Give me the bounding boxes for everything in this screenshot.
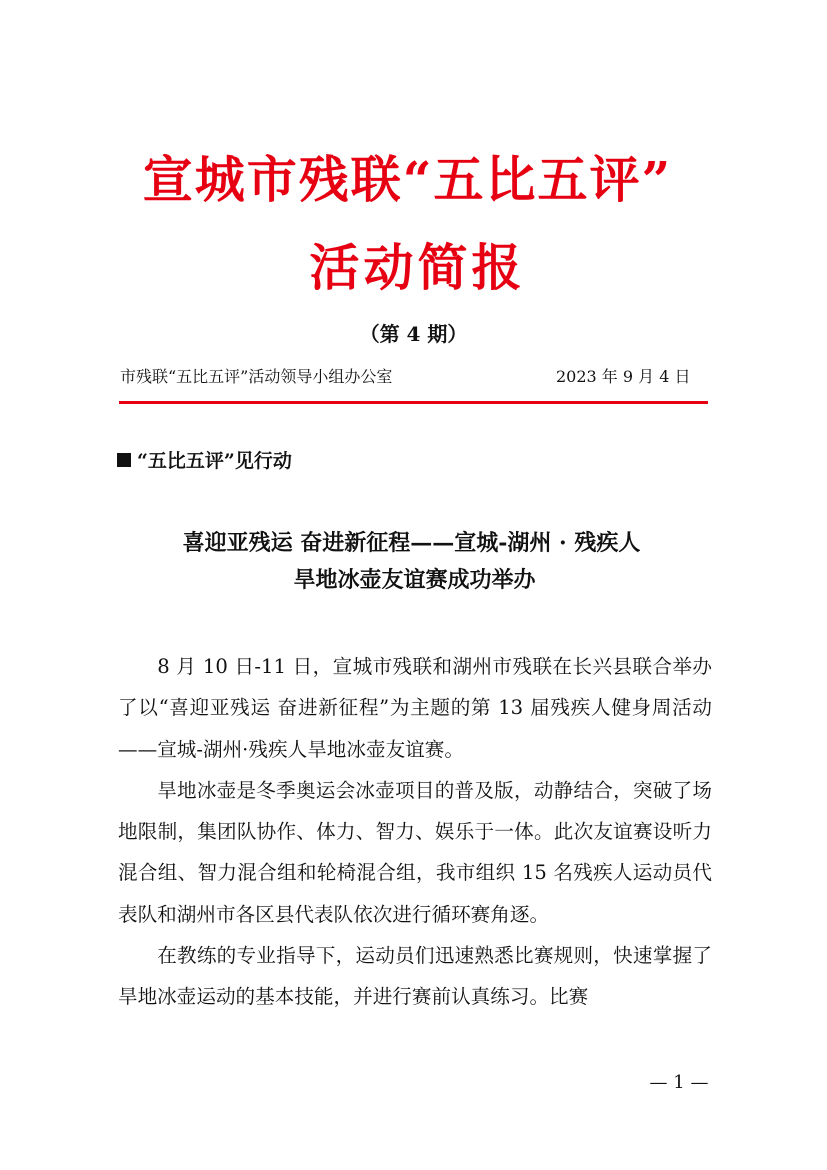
article-title-line-2: 旱地冰壶友谊赛成功举办 (293, 567, 536, 593)
red-header-rule (119, 401, 708, 404)
issuing-office: 市残联“五比五评”活动领导小组办公室 (120, 367, 393, 386)
section-heading-text: “五比五评”见行动 (137, 450, 292, 472)
page-number: — 1 — (649, 1072, 709, 1093)
paragraph: 旱地冰壶是冬季奥运会冰壶项目的普及版，动静结合，突破了场地限制，集团队协作、体力、智力、娱乐于一体。此次友谊赛设听力混合组、智力混合组和轮椅混合组，我市组织 15 名残疾人运动员代表队和湖州市各区县代表队依次进行循环赛角逐。 (118, 778, 712, 926)
paragraph: 8 月 10 日-11 日，宣城市残联和湖州市残联在长兴县联合举办了以“喜迎亚残运 奋进新征程”为主题的第 13 届残疾人健身周活动——宣城-湖州·残疾人旱地冰壶友谊赛。 (118, 655, 712, 761)
section-heading (117, 448, 292, 474)
article-body (118, 646, 712, 1018)
black-square-icon (117, 453, 131, 467)
paragraph: 在教练的专业指导下，运动员们迅速熟悉比赛规则，快速掌握了旱地冰壶运动的基本技能，并进行赛前认真练习。比赛 (118, 944, 712, 1009)
article-title-line-1: 喜迎亚残运 奋进新征程——宣城-湖州 · 残疾人 (182, 530, 641, 556)
issue-number: （第 4 期） (359, 322, 468, 346)
issue-date: 2023 年 9 月 4 日 (556, 367, 691, 386)
document-title-line-2: 活动简报 (309, 238, 526, 297)
document-title-line-1: 宣城市残联“五比五评” (142, 150, 673, 209)
